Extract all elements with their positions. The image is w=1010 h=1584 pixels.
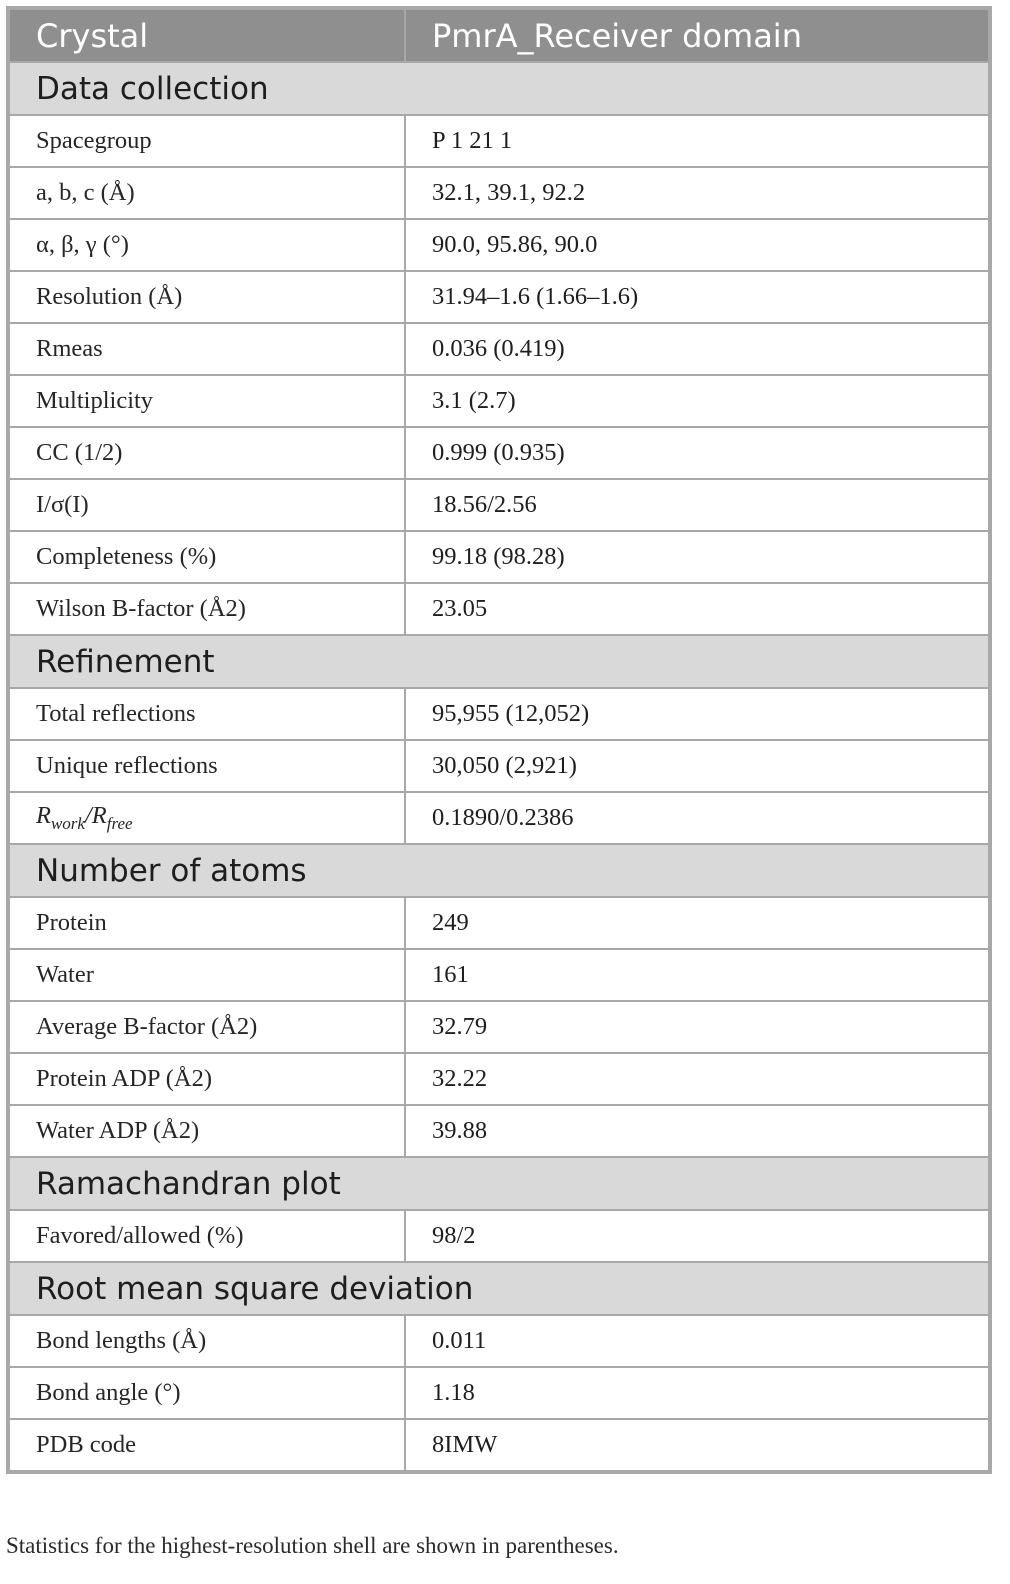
table-row (9, 1419, 989, 1471)
crystallography-table (6, 6, 992, 1474)
table-row (9, 375, 989, 427)
section-title: Number of atoms (9, 844, 989, 897)
row-value: 95,955 (12,052) (405, 688, 989, 740)
row-value: P 1 21 1 (405, 115, 989, 167)
table-row (9, 115, 989, 167)
section-header (9, 1157, 989, 1210)
row-value: 99.18 (98.28) (405, 531, 989, 583)
row-value: 90.0, 95.86, 90.0 (405, 219, 989, 271)
row-value: 30,050 (2,921) (405, 740, 989, 792)
row-label: Protein ADP (Å2) (9, 1053, 405, 1105)
r-symbol: /R (84, 802, 107, 829)
r-symbol: R (36, 802, 51, 829)
row-label: Bond angle (°) (9, 1367, 405, 1419)
section-title: Data collection (9, 62, 989, 115)
table-row (9, 427, 989, 479)
row-value: 3.1 (2.7) (405, 375, 989, 427)
section-header (9, 1262, 989, 1315)
row-label: Multiplicity (9, 375, 405, 427)
table-row (9, 740, 989, 792)
section-header (9, 62, 989, 115)
row-label: Protein (9, 897, 405, 949)
table-row (9, 219, 989, 271)
row-label: Water (9, 949, 405, 1001)
table-row (9, 949, 989, 1001)
row-value: 0.1890/0.2386 (405, 792, 989, 844)
table-row (9, 688, 989, 740)
work-subscript: work (50, 814, 85, 833)
row-label: Wilson B-factor (Å2) (9, 583, 405, 635)
table-row (9, 1210, 989, 1262)
row-value: 18.56/2.56 (405, 479, 989, 531)
section-header (9, 844, 989, 897)
row-value: 8IMW (405, 1419, 989, 1471)
table-row (9, 1105, 989, 1157)
row-value: 1.18 (405, 1367, 989, 1419)
row-label: Rmeas (9, 323, 405, 375)
row-label: Water ADP (Å2) (9, 1105, 405, 1157)
section-title: Ramachandran plot (9, 1157, 989, 1210)
header-structure: PmrA_Receiver domain (405, 9, 989, 62)
row-label-rwork-rfree (9, 792, 405, 844)
table-row (9, 323, 989, 375)
table-row (9, 1001, 989, 1053)
row-label: I/σ(I) (9, 479, 405, 531)
table-row (9, 1053, 989, 1105)
row-label: PDB code (9, 1419, 405, 1471)
header-crystal: Crystal (9, 9, 405, 62)
table-row (9, 583, 989, 635)
row-value: 0.011 (405, 1315, 989, 1367)
free-subscript: free (106, 814, 133, 833)
row-label: Favored/allowed (%) (9, 1210, 405, 1262)
table-row (9, 1367, 989, 1419)
row-label: Average B-factor (Å2) (9, 1001, 405, 1053)
row-value: 32.79 (405, 1001, 989, 1053)
row-label: Total reflections (9, 688, 405, 740)
table-row (9, 271, 989, 323)
row-label: Resolution (Å) (9, 271, 405, 323)
table-header-row (9, 9, 989, 62)
row-label: CC (1/2) (9, 427, 405, 479)
table-row (9, 167, 989, 219)
table-row (9, 792, 989, 844)
row-label: Completeness (%) (9, 531, 405, 583)
row-label: a, b, c (Å) (9, 167, 405, 219)
row-value: 32.22 (405, 1053, 989, 1105)
row-value: 23.05 (405, 583, 989, 635)
row-label: Spacegroup (9, 115, 405, 167)
table-row (9, 531, 989, 583)
row-value: 32.1, 39.1, 92.2 (405, 167, 989, 219)
row-value: 39.88 (405, 1105, 989, 1157)
row-value: 0.036 (0.419) (405, 323, 989, 375)
section-header (9, 635, 989, 688)
section-title: Refinement (9, 635, 989, 688)
row-label: Unique reflections (9, 740, 405, 792)
row-label: Bond lengths (Å) (9, 1315, 405, 1367)
table-row (9, 897, 989, 949)
row-value: 0.999 (0.935) (405, 427, 989, 479)
row-label: α, β, γ (°) (9, 219, 405, 271)
row-value: 98/2 (405, 1210, 989, 1262)
row-value: 31.94–1.6 (1.66–1.6) (405, 271, 989, 323)
section-title: Root mean square deviation (9, 1262, 989, 1315)
table-row (9, 1315, 989, 1367)
table-row (9, 479, 989, 531)
row-value: 249 (405, 897, 989, 949)
row-value: 161 (405, 949, 989, 1001)
table-footnote: Statistics for the highest-resolution shell are shown in parentheses. (6, 1533, 619, 1558)
